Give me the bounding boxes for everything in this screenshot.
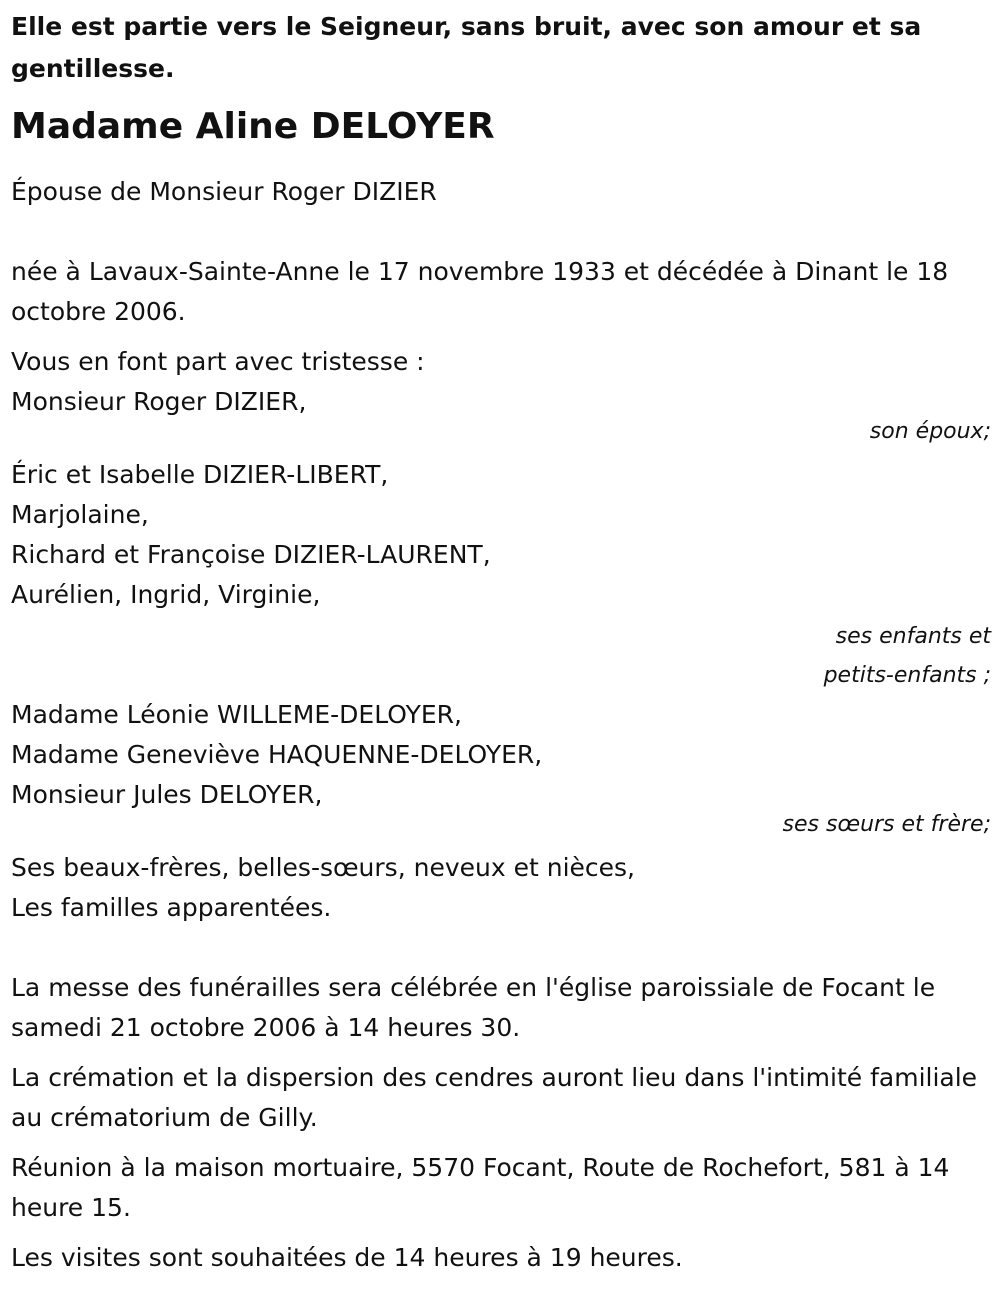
family-name: Monsieur Jules DELOYER, — [11, 780, 323, 809]
relation-label: son époux; — [869, 419, 991, 444]
extended-family — [11, 848, 991, 928]
reunion-paragraph: Réunion à la maison mortuaire, 5570 Focant, Route de Rochefort, 581 à 14 heure 15. — [11, 1153, 950, 1222]
family-name: Richard et Françoise DIZIER-LAURENT, — [11, 540, 491, 569]
birth-death-line: née à Lavaux-Sainte-Anne le 17 novembre 1933 et décédée à Dinant le 18 octobre 2006. — [11, 257, 949, 326]
family-name: Monsieur Roger DIZIER, — [11, 387, 307, 416]
family-name: Marjolaine, — [11, 500, 149, 529]
extended-family-line: Ses beaux-frères, belles-sœurs, neveux et nièces, — [11, 853, 635, 882]
family-name: Madame Léonie WILLEME-DELOYER, — [11, 700, 462, 729]
family-name: Aurélien, Ingrid, Virginie, — [11, 580, 321, 609]
relation-label: petits-enfants ; — [823, 663, 991, 688]
extended-family-line: Les familles apparentées. — [11, 893, 332, 922]
visits-paragraph: Les visites sont souhaitées de 14 heures à 19 heures. — [11, 1243, 683, 1272]
announce-line: Vous en font part avec tristesse : — [11, 347, 425, 376]
family-group-siblings — [11, 695, 991, 844]
intro-text: Elle est partie vers le Seigneur, sans bruit, avec son amour et sa gentillesse. — [11, 12, 922, 83]
family-name: Madame Geneviève HAQUENNE-DELOYER, — [11, 740, 543, 769]
cremation-paragraph: La crémation et la dispersion des cendres auront lieu dans l'intimité familiale au crématorium de Gilly. — [11, 1063, 978, 1132]
relation-label: ses sœurs et frère; — [782, 812, 991, 837]
spouse-line: Épouse de Monsieur Roger DIZIER — [11, 177, 437, 206]
family-group-spouse — [11, 382, 991, 451]
deceased-name: Madame Aline DELOYER — [11, 106, 495, 147]
funeral-paragraph: La messe des funérailles sera célébrée en l'église paroissiale de Focant le samedi 21 octobre 2006 à 14 heures 30. — [11, 973, 936, 1042]
family-name: Éric et Isabelle DIZIER-LIBERT, — [11, 460, 389, 489]
family-group-children — [11, 455, 991, 695]
relation-label: ses enfants et — [835, 624, 991, 649]
